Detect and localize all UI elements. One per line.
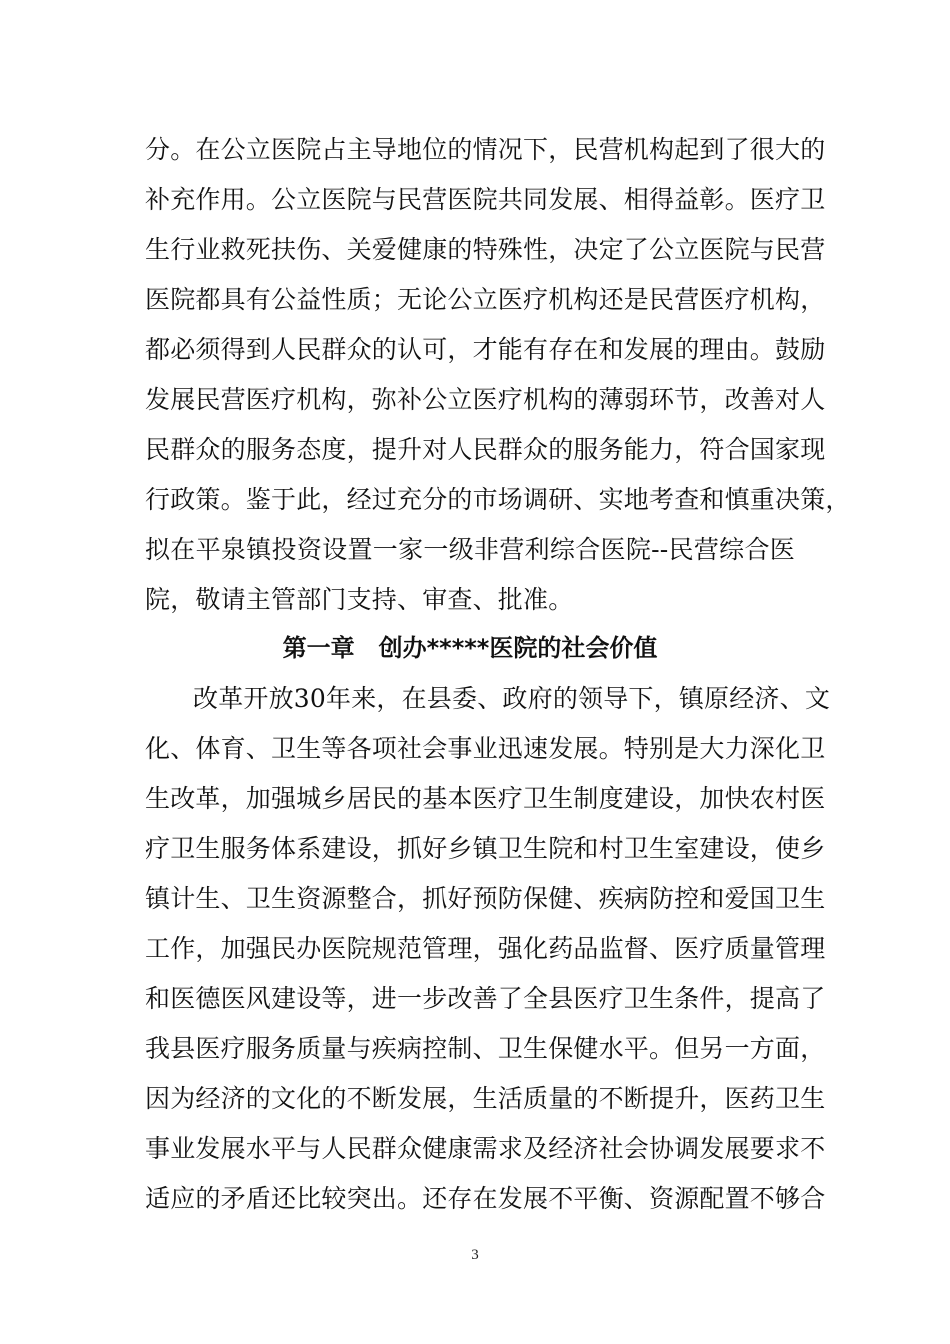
paragraph-line: 事业发展水平与人民群众健康需求及经济社会协调发展要求不 [145, 1134, 826, 1163]
paragraph-line: 我县医疗服务质量与疾病控制、卫生保健水平。但另一方面， [145, 1034, 826, 1063]
paragraph-line: 工作，加强民办医院规范管理，强化药品监督、医疗质量管理 [145, 934, 826, 963]
paragraph-line: 分。在公立医院占主导地位的情况下，民营机构起到了很大的 [145, 135, 826, 164]
paragraph-line: 疗卫生服务体系建设，抓好乡镇卫生院和村卫生室建设，使乡 [145, 834, 826, 863]
paragraph-line: 适应的矛盾还比较突出。还存在发展不平衡、资源配置不够合 [145, 1184, 826, 1213]
chapter-heading: 第一章 创办*****医院的社会价值 [282, 634, 658, 662]
paragraph-line: 民群众的服务态度，提升对人民群众的服务能力，符合国家现 [145, 435, 826, 464]
paragraph-line: 行政策。鉴于此，经过充分的市场调研、实地考查和慎重决策， [145, 485, 851, 514]
page-number: 3 [471, 1247, 479, 1263]
paragraph-line: 都必须得到人民群众的认可，才能有存在和发展的理由。鼓励 [145, 335, 826, 364]
paragraph-line: 和医德医风建设等，进一步改善了全县医疗卫生条件，提高了 [145, 984, 826, 1013]
paragraph-line: 拟在平泉镇投资设置一家一级非营利综合医院--民营综合医 [145, 535, 795, 564]
paragraph-line: 生改革，加强城乡居民的基本医疗卫生制度建设，加快农村医 [145, 784, 826, 813]
paragraph-line: 医院都具有公益性质；无论公立医疗机构还是民营医疗机构， [145, 285, 826, 314]
paragraph-line: 院，敬请主管部门支持、审查、批准。 [145, 585, 574, 614]
paragraph-line: 发展民营医疗机构，弥补公立医疗机构的薄弱环节，改善对人 [145, 385, 826, 414]
paragraph-line: 镇计生、卫生资源整合，抓好预防保健、疾病防控和爱国卫生 [145, 884, 826, 913]
paragraph-line: 补充作用。公立医院与民营医院共同发展、相得益彰。医疗卫 [145, 185, 826, 214]
paragraph-line: 化、体育、卫生等各项社会事业迅速发展。特别是大力深化卫 [145, 734, 826, 763]
paragraph-line: 生行业救死扶伤、关爱健康的特殊性，决定了公立医院与民营 [145, 235, 826, 264]
paragraph-line: 改革开放30年来，在县委、政府的领导下，镇原经济、文 [193, 684, 831, 713]
paragraph-line: 因为经济的文化的不断发展，生活质量的不断提升，医药卫生 [145, 1084, 826, 1113]
